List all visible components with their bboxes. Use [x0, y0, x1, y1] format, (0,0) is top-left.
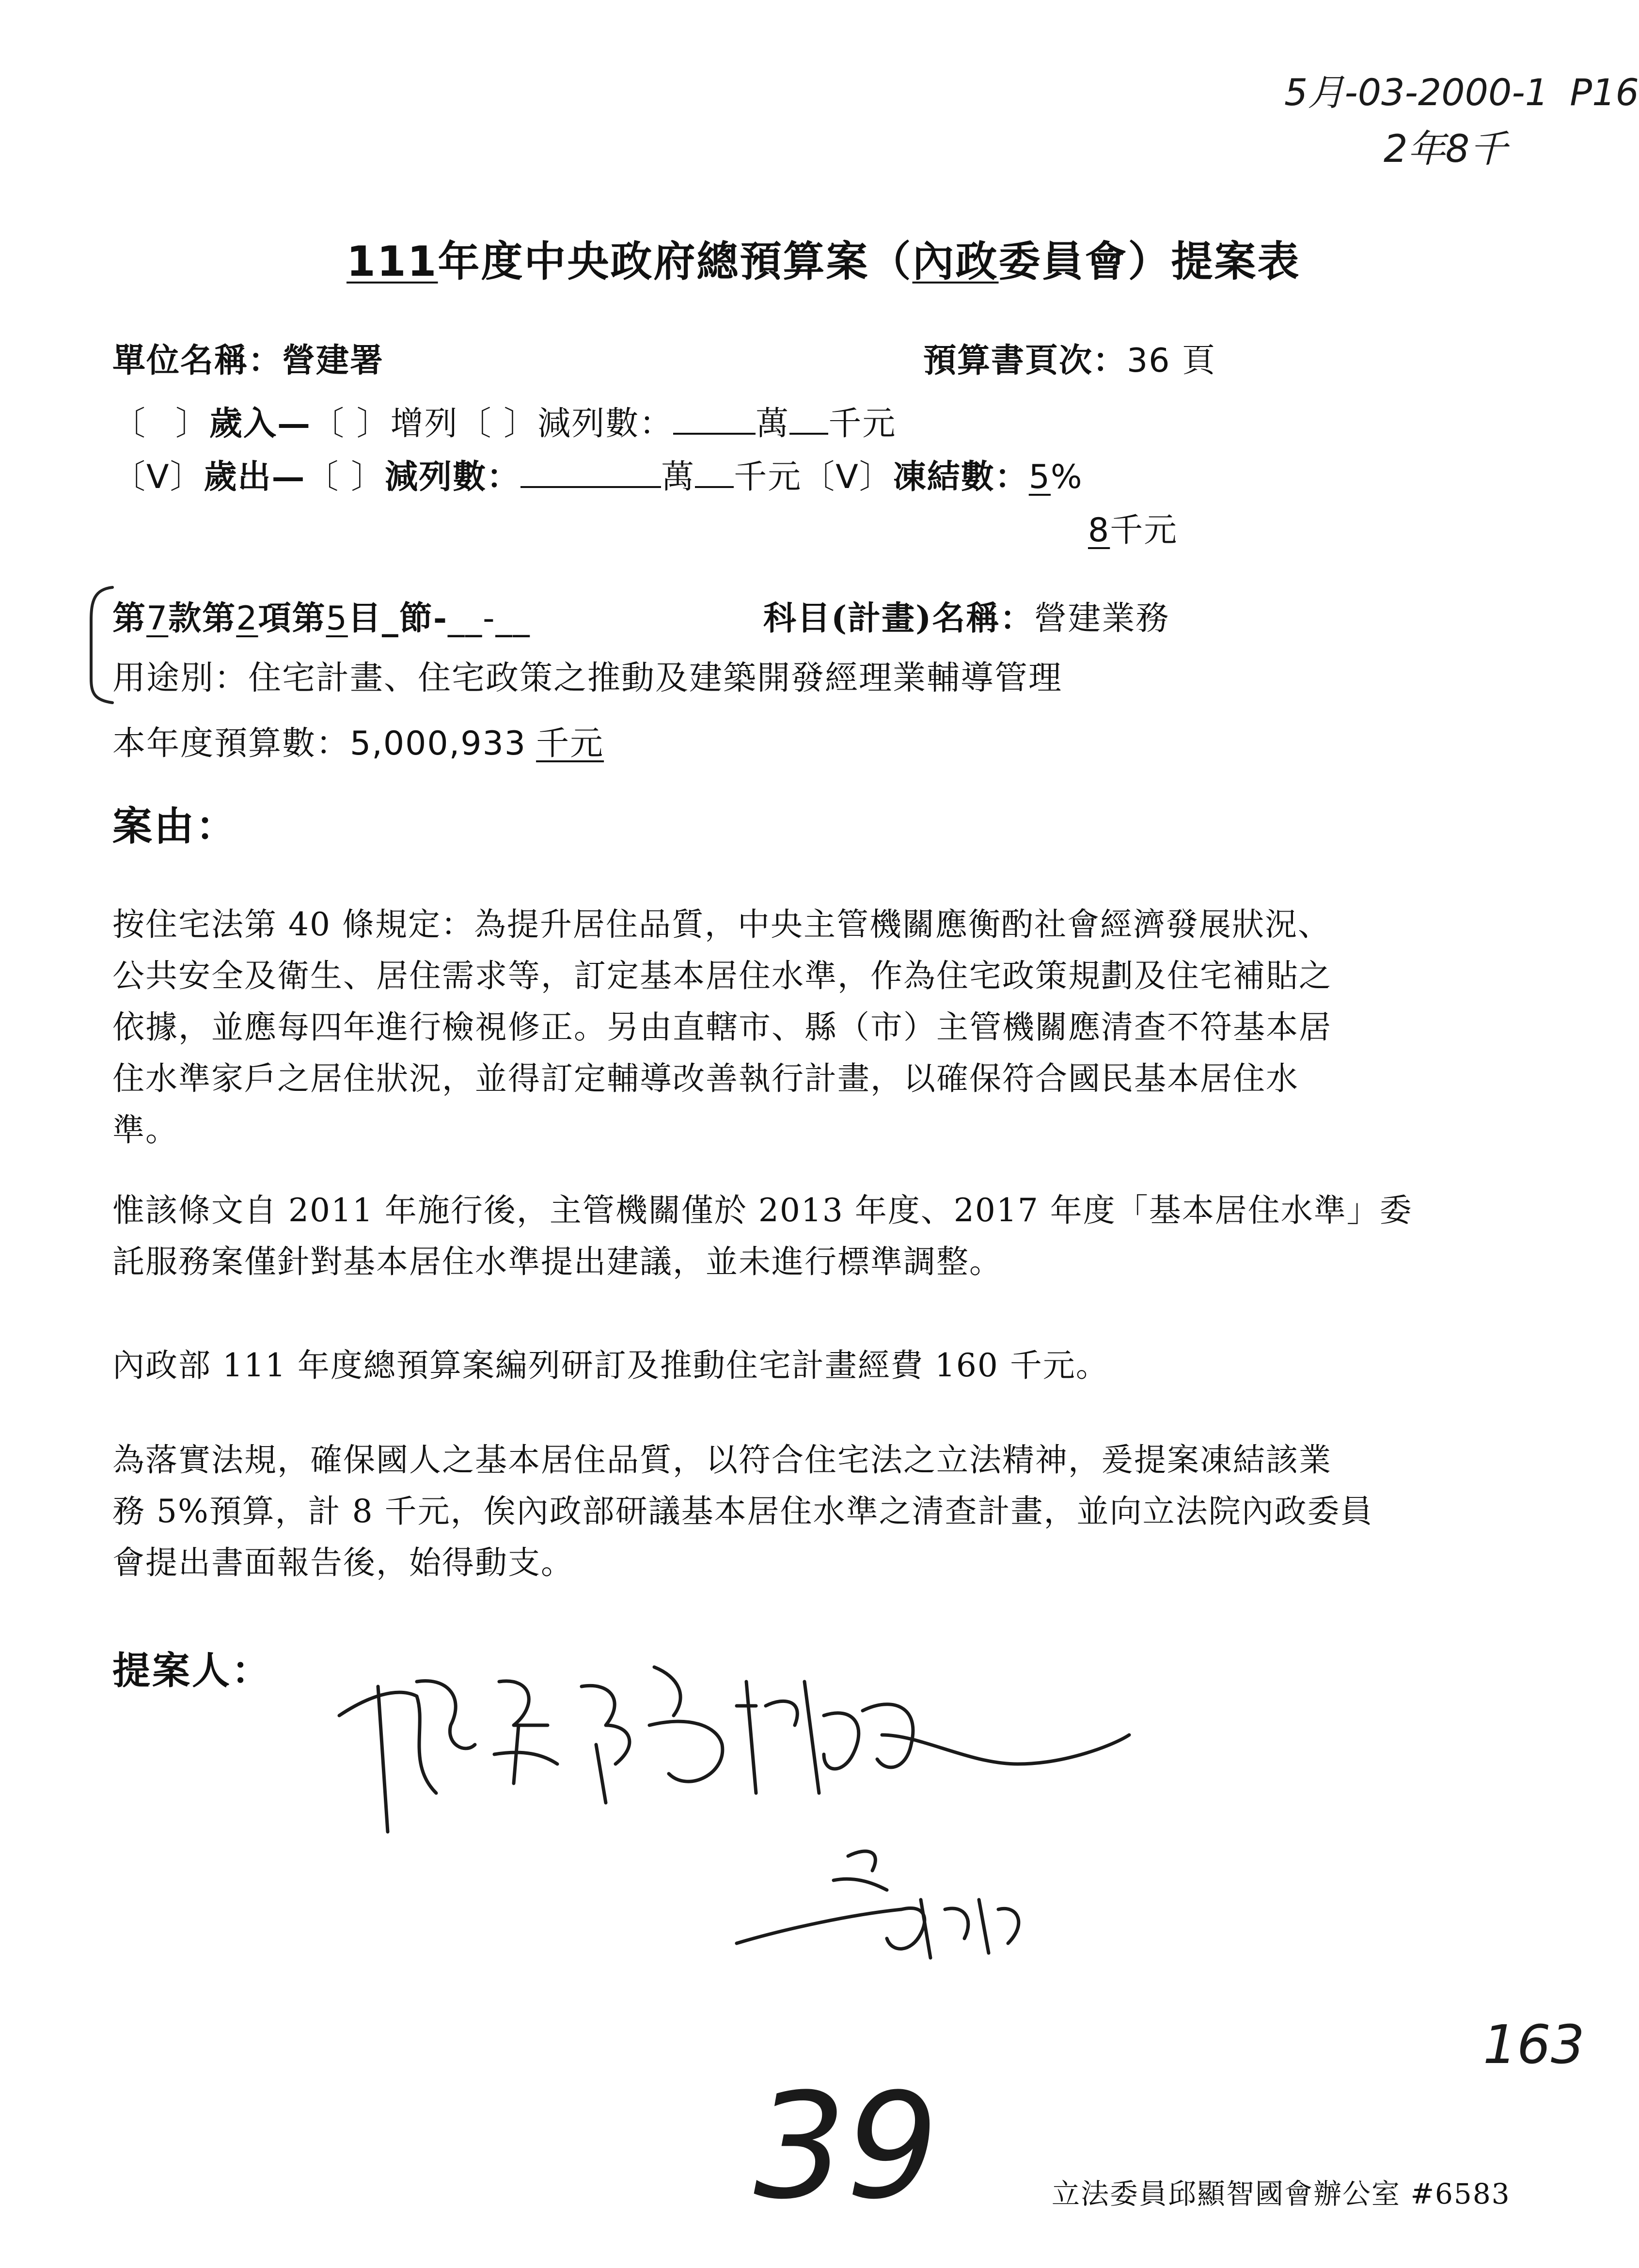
freeze-amount-unit: 千元	[1110, 511, 1178, 550]
item-k6: __	[495, 599, 531, 638]
reason-line: 按住宅法第 40 條規定：為提升居住品質，中央主管機關應衡酌社會經濟發展狀況、	[112, 906, 1331, 943]
expense-cut-bracket: 〔 〕	[305, 458, 385, 496]
revenue-thousand: 千元	[828, 405, 897, 443]
reason-line: 準。	[112, 1111, 178, 1149]
annual-budget-value: 5,000,933	[350, 724, 527, 763]
reason-line: 惟該條文自 2011 年施行後，主管機關僅於 2013 年度、2017 年度「基本居住水準」委	[112, 1192, 1413, 1229]
revenue-add: 〔 〕增列	[311, 405, 458, 443]
title-end: 委員會）提案表	[998, 237, 1301, 286]
budget-page-value: 36 頁	[1127, 342, 1216, 380]
revenue-label: 歲入—	[209, 404, 312, 443]
signature-stroke	[339, 1692, 436, 1793]
reason-line: 依據，並應每四年進行檢視修正。另由直轄市、縣（市）主管機關應清查不符基本居	[112, 1008, 1332, 1046]
subject-value: 營建業務	[1034, 599, 1170, 638]
reason-heading: 案由：	[112, 803, 238, 850]
reason-line: 住水準家戶之居住狀況，並得訂定輔導改善執行計畫，以確保符合國民基本居住水	[112, 1060, 1299, 1097]
expense-wan: 萬	[661, 458, 695, 496]
subject-label: 科目(計畫)名稱：	[763, 599, 1034, 638]
revenue-wan: 萬	[756, 405, 790, 443]
handwritten-page-number: 39	[754, 2062, 939, 2231]
signature-stroke	[921, 1900, 1019, 1958]
item-k1: 第	[112, 599, 147, 638]
item-k3: 項第	[258, 599, 326, 638]
item-k4: 目_節-	[347, 599, 448, 638]
archive-code-text: 5月-03-2000-1	[1284, 71, 1549, 114]
freeze-amount-digit: 8	[1088, 511, 1110, 550]
signature-stroke	[494, 1681, 557, 1783]
office-footer: 立法委員邱顯智國會辦公室 #6583	[1052, 2177, 1511, 2210]
freeze-pct-digit: 5	[1028, 458, 1051, 496]
revenue-cut: 〔 〕減列數：	[458, 405, 674, 443]
reason-line: 會提出書面報告後，始得動支。	[112, 1544, 574, 1581]
signature-stroke	[582, 1685, 630, 1803]
item-mu: 5	[326, 599, 348, 638]
revenue-bracket-close: 〕	[175, 405, 210, 443]
usage-label: 用途別：	[112, 659, 249, 697]
unit-label: 單位名稱：	[112, 341, 283, 380]
revenue-bracket-open: 〔	[112, 405, 147, 443]
signature-stroke	[737, 1682, 797, 1793]
proposer-label: 提案人：	[112, 1649, 272, 1693]
expense-label: 歲出—	[204, 457, 306, 496]
reason-line: 託服務案僅針對基本居住水準提出建議，並未進行標準調整。	[112, 1243, 1002, 1280]
expense-cut-label: 減列數：	[385, 457, 521, 496]
archive-page-ref: P16	[1570, 71, 1639, 114]
item-k5: __-	[448, 599, 496, 638]
item-xiang: 2	[236, 599, 258, 638]
title-year: 111	[347, 237, 438, 286]
annual-budget-label: 本年度預算數：	[112, 724, 350, 763]
freeze-check: 〔V〕	[802, 458, 893, 496]
reason-line: 為落實法規，確保國人之基本居住品質，以符合住宅法之立法精神，爰提案凍結該業	[112, 1441, 1332, 1479]
reason-line: 內政部 111 年度總預算案編列研訂及推動住宅計畫經費 160 千元。	[112, 1347, 1109, 1384]
item-k2: 款第	[168, 599, 236, 638]
signature-stroke	[804, 1682, 859, 1793]
signature-stroke	[834, 1851, 887, 1890]
reason-line: 務 5%預算，計 8 千元，俟內政部研議基本居住水準之清查計畫，並向立法院內政委員	[112, 1493, 1373, 1530]
budget-page-label: 預算書頁次：	[923, 341, 1127, 380]
signature-stroke	[417, 1681, 475, 1748]
freeze-pct-sign: %	[1051, 458, 1083, 496]
item-kuan: 7	[146, 599, 169, 638]
signature-stroke	[378, 1686, 388, 1832]
expense-check: 〔V〕	[112, 458, 204, 496]
expense-thousand: 千元	[734, 458, 802, 496]
handwritten-side-number: 163	[1483, 2014, 1585, 2076]
title-committee: 內政	[912, 237, 999, 286]
signature-stroke	[863, 1704, 1129, 1767]
signature-stroke	[737, 1908, 925, 1949]
usage-value: 住宅計畫、住宅政策之推動及建築開發經理業輔導管理	[248, 659, 1063, 697]
unit-value: 營建署	[282, 341, 384, 380]
freeze-label: 凍結數：	[893, 457, 1029, 496]
signature-stroke	[649, 1667, 723, 1781]
reason-line: 公共安全及衛生、居住需求等，訂定基本居住水準，作為住宅政策規劃及住宅補貼之	[112, 957, 1332, 994]
annual-budget-unit: 千元	[536, 724, 604, 763]
title-mid: 年度中央政府總預算案（	[438, 237, 913, 286]
handwritten-note: 2年8千	[1384, 127, 1508, 171]
